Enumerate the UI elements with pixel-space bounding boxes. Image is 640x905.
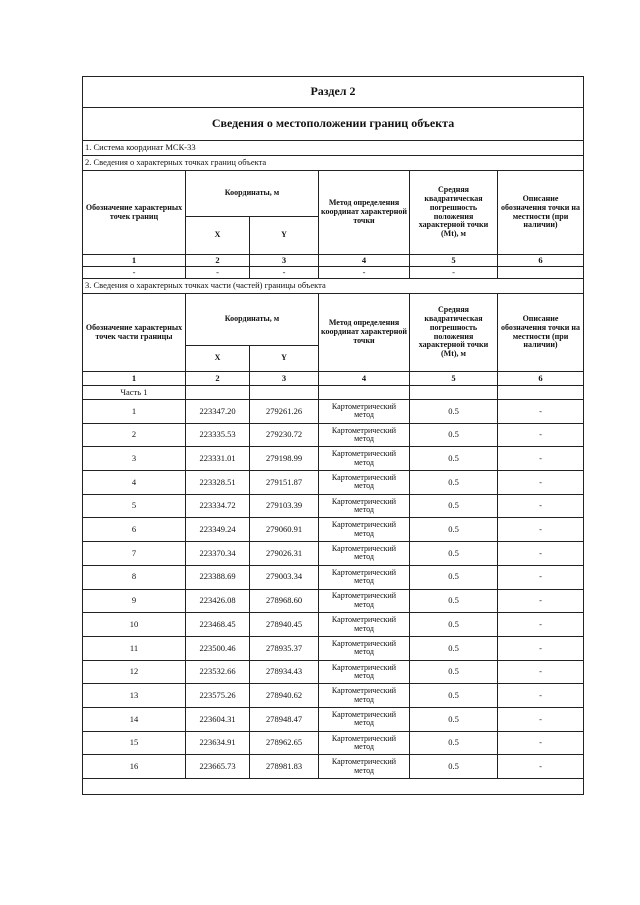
description-cell: - (498, 660, 584, 684)
header-accuracy: Средняя квадратическая погрешность положения характерной точки (Mt), м (410, 294, 498, 372)
table-row (83, 684, 584, 708)
col-number: 2 (186, 255, 250, 267)
y-coordinate: 278940.62 (250, 684, 319, 708)
x-coordinate: 223328.51 (186, 471, 250, 495)
description-cell: - (498, 471, 584, 495)
method-cell: Картометрический метод (319, 518, 410, 542)
col-number: 3 (250, 372, 319, 386)
point-number: 4 (83, 471, 186, 495)
accuracy-cell: 0.5 (410, 447, 498, 471)
x-coordinate: 223349.24 (186, 518, 250, 542)
table-row (83, 636, 584, 660)
table-row (83, 400, 584, 424)
point-number: 8 (83, 565, 186, 589)
description-cell: - (498, 447, 584, 471)
accuracy-cell: 0.5 (410, 636, 498, 660)
boundary-table (82, 76, 584, 795)
table-row (83, 589, 584, 613)
empty-cell (186, 386, 250, 400)
y-coordinate: 278935.37 (250, 636, 319, 660)
table-row (83, 447, 584, 471)
method-cell: Картометрический метод (319, 684, 410, 708)
y-coordinate: 278940.45 (250, 613, 319, 637)
point-number: 11 (83, 636, 186, 660)
accuracy-cell: 0.5 (410, 684, 498, 708)
header-accuracy: Средняя квадратическая погрешность положения характерной точки (Mt), м (410, 171, 498, 255)
empty-cell: - (186, 267, 250, 279)
x-coordinate: 223665.73 (186, 755, 250, 779)
col-number: 1 (83, 372, 186, 386)
col-number: 5 (410, 372, 498, 386)
x-coordinate: 223334.72 (186, 494, 250, 518)
description-cell: - (498, 589, 584, 613)
y-coordinate: 279026.31 (250, 542, 319, 566)
point-number: 15 (83, 731, 186, 755)
description-cell: - (498, 613, 584, 637)
point-number: 14 (83, 707, 186, 731)
description-cell: - (498, 494, 584, 518)
method-cell: Картометрический метод (319, 613, 410, 637)
empty-cell: - (319, 267, 410, 279)
method-cell: Картометрический метод (319, 731, 410, 755)
x-coordinate: 223500.46 (186, 636, 250, 660)
x-coordinate: 223604.31 (186, 707, 250, 731)
point-number: 13 (83, 684, 186, 708)
point-number: 6 (83, 518, 186, 542)
method-cell: Картометрический метод (319, 565, 410, 589)
method-cell: Картометрический метод (319, 542, 410, 566)
col-number: 4 (319, 255, 410, 267)
y-coordinate: 278968.60 (250, 589, 319, 613)
table-row (83, 518, 584, 542)
col-number: 1 (83, 255, 186, 267)
x-coordinate: 223347.20 (186, 400, 250, 424)
y-coordinate: 278934.43 (250, 660, 319, 684)
x-coordinate: 223468.45 (186, 613, 250, 637)
empty-cell (250, 386, 319, 400)
empty-cell: - (83, 267, 186, 279)
col-number: 2 (186, 372, 250, 386)
accuracy-cell: 0.5 (410, 423, 498, 447)
empty-cell (498, 386, 584, 400)
accuracy-cell: 0.5 (410, 518, 498, 542)
x-coordinate: 223335.53 (186, 423, 250, 447)
description-cell: - (498, 636, 584, 660)
description-cell: - (498, 707, 584, 731)
accuracy-cell: 0.5 (410, 565, 498, 589)
y-coordinate: 279003.34 (250, 565, 319, 589)
accuracy-cell: 0.5 (410, 660, 498, 684)
empty-cell (410, 386, 498, 400)
point-number: 3 (83, 447, 186, 471)
part2-title: 2. Сведения о характерных точках границ объекта (83, 156, 584, 171)
description-cell: - (498, 565, 584, 589)
description-cell: - (498, 518, 584, 542)
description-cell: - (498, 755, 584, 779)
accuracy-cell: 0.5 (410, 731, 498, 755)
y-coordinate: 279198.99 (250, 447, 319, 471)
section-title: Раздел 2 (83, 77, 584, 108)
accuracy-cell: 0.5 (410, 707, 498, 731)
y-coordinate: 278948.47 (250, 707, 319, 731)
empty-cell: - (250, 267, 319, 279)
header-coords: Координаты, м (186, 294, 319, 346)
point-number: 5 (83, 494, 186, 518)
description-cell: - (498, 542, 584, 566)
method-cell: Картометрический метод (319, 636, 410, 660)
empty-cell (319, 386, 410, 400)
x-coordinate: 223634.91 (186, 731, 250, 755)
x-coordinate: 223370.34 (186, 542, 250, 566)
part-label: Часть 1 (83, 386, 186, 400)
accuracy-cell: 0.5 (410, 589, 498, 613)
method-cell: Картометрический метод (319, 589, 410, 613)
col-number: 5 (410, 255, 498, 267)
col-number: 3 (250, 255, 319, 267)
method-cell: Картометрический метод (319, 471, 410, 495)
point-number: 9 (83, 589, 186, 613)
method-cell: Картометрический метод (319, 447, 410, 471)
accuracy-cell: 0.5 (410, 494, 498, 518)
header-point: Обозначение характерных точек границ (83, 171, 186, 255)
col-number: 6 (498, 255, 584, 267)
method-cell: Картометрический метод (319, 660, 410, 684)
x-coordinate: 223331.01 (186, 447, 250, 471)
col-number: 4 (319, 372, 410, 386)
table-row (83, 731, 584, 755)
header-point: Обозначение характерных точек части границы (83, 294, 186, 372)
point-number: 2 (83, 423, 186, 447)
method-cell: Картометрический метод (319, 400, 410, 424)
table-row (83, 494, 584, 518)
header-method: Метод определения координат характерной точки (319, 294, 410, 372)
accuracy-cell: 0.5 (410, 755, 498, 779)
accuracy-cell: 0.5 (410, 613, 498, 637)
header-y: Y (250, 217, 319, 255)
table-footer-row (83, 779, 584, 795)
accuracy-cell: 0.5 (410, 400, 498, 424)
section-subtitle: Сведения о местоположении границ объекта (83, 108, 584, 141)
header-coords: Координаты, м (186, 171, 319, 217)
table-row (83, 471, 584, 495)
description-cell: - (498, 423, 584, 447)
empty-cell: - (410, 267, 498, 279)
accuracy-cell: 0.5 (410, 471, 498, 495)
point-number: 16 (83, 755, 186, 779)
part3-title: 3. Сведения о характерных точках части (частей) границы объекта (83, 279, 584, 294)
method-cell: Картометрический метод (319, 755, 410, 779)
header-description: Описание обозначения точки на местности (при наличии) (498, 171, 584, 255)
header-x: X (186, 346, 250, 372)
empty-cell (498, 267, 584, 279)
y-coordinate: 279261.26 (250, 400, 319, 424)
method-cell: Картометрический метод (319, 423, 410, 447)
y-coordinate: 279060.91 (250, 518, 319, 542)
method-cell: Картометрический метод (319, 494, 410, 518)
table-row (83, 660, 584, 684)
table-row (83, 613, 584, 637)
y-coordinate: 279103.39 (250, 494, 319, 518)
y-coordinate: 278962.65 (250, 731, 319, 755)
point-number: 1 (83, 400, 186, 424)
coord-system: 1. Система координат МСК-33 (83, 141, 584, 156)
accuracy-cell: 0.5 (410, 542, 498, 566)
header-x: X (186, 217, 250, 255)
point-number: 10 (83, 613, 186, 637)
table-row (83, 542, 584, 566)
col-number: 6 (498, 372, 584, 386)
description-cell: - (498, 684, 584, 708)
table-row (83, 707, 584, 731)
point-number: 7 (83, 542, 186, 566)
table-row (83, 565, 584, 589)
header-description: Описание обозначения точки на местности (при наличии) (498, 294, 584, 372)
y-coordinate: 278981.83 (250, 755, 319, 779)
description-cell: - (498, 400, 584, 424)
y-coordinate: 279151.87 (250, 471, 319, 495)
x-coordinate: 223532.66 (186, 660, 250, 684)
x-coordinate: 223575.26 (186, 684, 250, 708)
x-coordinate: 223426.08 (186, 589, 250, 613)
y-coordinate: 279230.72 (250, 423, 319, 447)
header-y: Y (250, 346, 319, 372)
table-row (83, 423, 584, 447)
table-row (83, 755, 584, 779)
point-number: 12 (83, 660, 186, 684)
x-coordinate: 223388.69 (186, 565, 250, 589)
method-cell: Картометрический метод (319, 707, 410, 731)
description-cell: - (498, 731, 584, 755)
header-method: Метод определения координат характерной точки (319, 171, 410, 255)
